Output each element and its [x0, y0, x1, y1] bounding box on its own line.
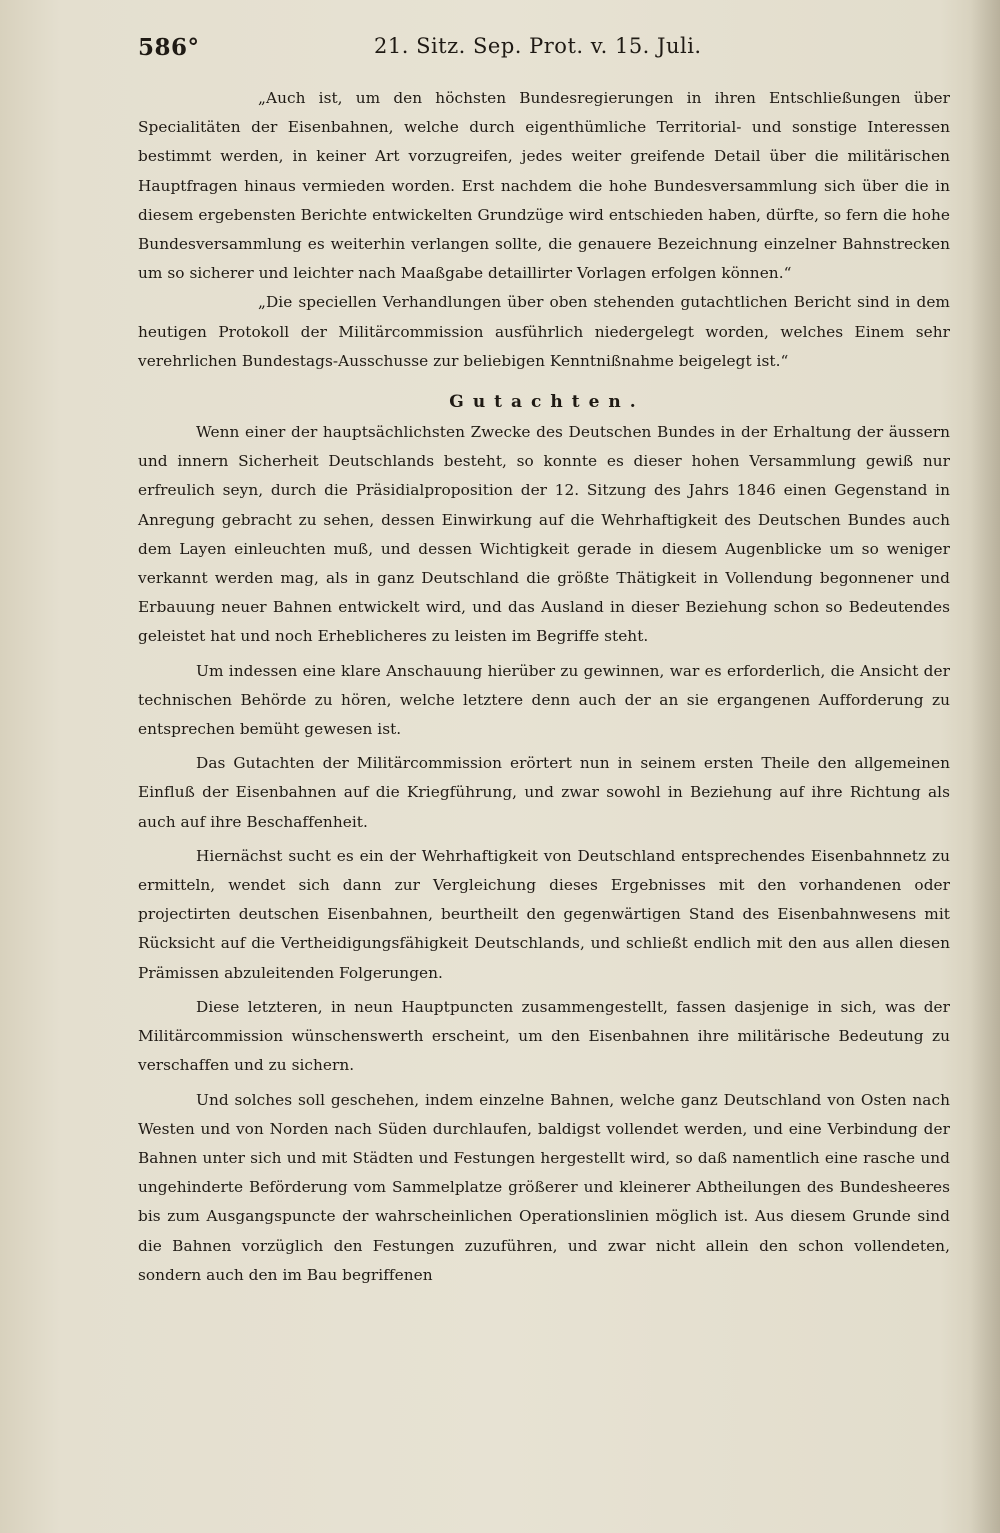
- paragraph-4: Um indessen eine klare Anschauung hierüber zu gewinnen, war es erforderlich, die Ansicht der technischen Behörde zu hören, welche letztere denn auch der an sie ergangenen Aufforderung zu entsprechen bemüht gewesen ist.: [138, 661, 950, 739]
- paragraph-quote-2: „Die speciellen Verhandlungen über oben stehenden gutachtlichen Bericht sind in dem heutigen Protokoll der Militärcommission ausführlich niedergelegt worden, welches Einem sehr verehrlichen Bundestags-Ausschusse zur beliebigen Kenntnißnahme beigelegt ist.“: [138, 293, 950, 370]
- paragraph-6: Hiernächst sucht es ein der Wehrhaftigkeit von Deutschland entsprechendes Eisenbahnnetz zu ermitteln, wendet sich dann zur Vergleichung dieses Ergebnisses mit den vorhandenen oder projectirten deutschen Eisenbahnen, beurtheilt den gegenwärtigen Stand des Eisenbahnwesens mit Rücksicht auf die Vertheidigungsfähigkeit Deutschlands, und schließt endlich mit den aus allen diesen Prämissen abzuleitenden Folgerungen.: [138, 846, 950, 982]
- paragraph-quote-1: „Auch ist, um den höchsten Bundesregierungen in ihren Entschließungen über Specialitäten der Eisenbahnen, welche durch eigenthümliche Territorial- und sonstige Interessen bestimmt werden, in keiner Art vorzugreifen, jedes weiter greifende Detail über die militärischen Hauptfragen hinaus vermieden worden. Erst nachdem die hohe Bundesversammlung sich über die in diesem ergebensten Berichte entwickelten Grundzüge wird entschieden haben, dürfte, so fern die hohe Bundesversammlung es weiterhin verlangen sollte, die genauere Bezeichnung einzelner Bahnstrecken um so sicherer und leichter nach Maaßgabe detaillirter Vorlagen erfolgen können.“: [138, 89, 950, 283]
- page-header: [138, 34, 948, 74]
- body-text: [138, 84, 950, 1290]
- page-edge-shadow: [970, 0, 1000, 1533]
- paragraph-3: Wenn einer der hauptsächlichsten Zwecke des Deutschen Bundes in der Erhaltung der äussern und innern Sicherheit Deutschlands besteht, so konnte es dieser hohen Versammlung gewiß nur erfreulich seyn, durch die Präsidialproposition der 12. Sitzung des Jahrs 1846 einen Gegenstand in Anregung gebracht zu sehen, dessen Einwirkung auf die Wehrhaftigkeit des Deutschen Bundes auch dem Layen einleuchten muß, und dessen Wichtigkeit gerade in diesem Augenblicke um so weniger verkannt werden mag, als in ganz Deutschland die größte Thätigkeit in Vollendung begonnener und Erbauung neuer Bahnen entwickelt wird, und das Ausland in dieser Beziehung schon so Bedeutendes geleistet hat und noch Erheblicheres zu leisten im Begriffe steht.: [138, 423, 950, 646]
- page-number: 586°: [138, 34, 200, 61]
- paragraph-7: Diese letzteren, in neun Hauptpuncten zusammengestellt, fassen dasjenige in sich, was der Militärcommission wünschenswerth erscheint, um den Eisenbahnen ihre militärische Bedeutung zu verschaffen und zu sichern.: [138, 997, 950, 1075]
- section-heading: Gutachten.: [449, 392, 645, 413]
- paragraph-5: Das Gutachten der Militärcommission erörtert nun in seinem ersten Theile den allgemeinen Einfluß der Eisenbahnen auf die Kriegführung, und zwar sowohl in Beziehung auf ihre Richtung als auch auf ihre Beschaffenheit.: [138, 754, 950, 831]
- paragraph-8: Und solches soll geschehen, indem einzelne Bahnen, welche ganz Deutschland von Osten nach Westen und von Norden nach Süden durchlaufen, baldigst vollendet werden, und eine Verbindung der Bahnen unter sich und mit Städten und Festungen hergestellt wird, so daß namentlich eine rasche und ungehinderte Beförderung vom Sammelplatze größerer und kleinerer Abtheilungen des Bundesheeres bis zum Ausgangspuncte der wahrscheinlichen Operationslinien möglich ist. Aus diesem Grunde sind die Bahnen vorzüglich den Festungen zuzuführen, und zwar nicht allein den schon vollendeten, sondern auch den im Bau begriffenen: [138, 1090, 950, 1284]
- running-head: 21. Sitz. Sep. Prot. v. 15. Juli.: [374, 34, 702, 58]
